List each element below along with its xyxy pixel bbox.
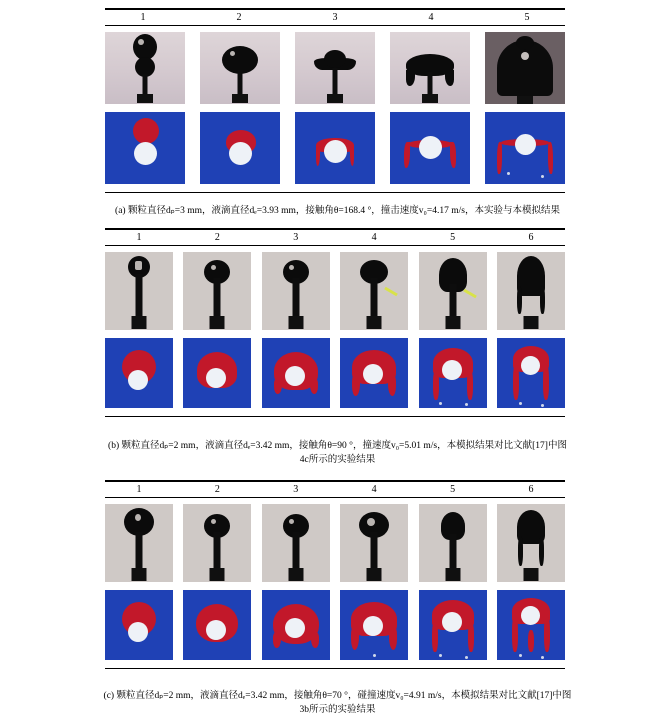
spray-droplet (465, 656, 468, 659)
panel-c-photo-row (105, 504, 565, 582)
panel-b-caption-line2: 4c所示的实验结果 (299, 454, 376, 465)
support-rod (371, 532, 378, 570)
panel-a-sub-rule (105, 25, 565, 26)
support-rod (238, 70, 243, 96)
panel-b (105, 228, 565, 417)
liquid-finger-right (467, 370, 473, 400)
panel-a-sim-row (105, 112, 565, 184)
panel-c-label-5: 5 (450, 484, 456, 495)
panel-c-sim-6 (497, 590, 565, 660)
liquid-lamella-left (316, 146, 320, 166)
rod-base (523, 316, 538, 329)
liquid-skirt-left (406, 70, 415, 86)
panel-b-sim-row (105, 338, 565, 408)
rod-base (523, 568, 538, 581)
particle (128, 370, 148, 390)
panel-a-bottom-rule (105, 192, 565, 193)
rod-base (517, 96, 533, 104)
spray-droplet (519, 654, 522, 657)
liquid-lobe-left (274, 378, 282, 394)
panel-c-sub-rule (105, 497, 565, 498)
panel-c-sim-4 (340, 590, 408, 660)
liquid-finger-left (432, 622, 438, 652)
droplet-highlight (230, 51, 235, 56)
panel-a-photo-row (105, 32, 565, 104)
support-rod (214, 278, 221, 318)
liquid-finger-right (540, 286, 545, 314)
rod-base (132, 316, 147, 329)
droplet-highlight (135, 261, 142, 270)
panel-c-sim-5 (419, 590, 487, 660)
particle (134, 142, 157, 165)
support-rod (333, 68, 338, 96)
support-rod (292, 278, 299, 318)
panel-c-photo-1 (105, 504, 173, 582)
liquid-finger-right (544, 616, 550, 652)
panel-a-label-1: 1 (140, 12, 146, 23)
panel-b-label-5: 5 (450, 232, 456, 243)
panel-a-column-labels (105, 12, 565, 23)
particle (442, 360, 462, 380)
liquid-lobe-left (351, 626, 359, 650)
support-rod (449, 284, 456, 318)
panel-a (105, 8, 565, 193)
panel-c-photo-5 (419, 504, 487, 582)
panel-c-sim-1 (105, 590, 173, 660)
particle (128, 622, 148, 642)
spray-droplet (541, 656, 544, 659)
panel-b-photo-5 (419, 252, 487, 330)
rod-base (445, 316, 460, 329)
support-rod (371, 278, 378, 318)
panel-b-bottom-rule (105, 416, 565, 417)
panel-b-photo-3 (262, 252, 330, 330)
rod-base (327, 94, 343, 103)
panel-c-column-labels (105, 484, 565, 495)
liquid-lobe-right (311, 632, 319, 648)
panel-a-sim-3 (295, 112, 375, 184)
panel-c-label-6: 6 (528, 484, 534, 495)
liquid-finger-left (518, 536, 523, 566)
liquid-lobe-right (310, 378, 318, 394)
panel-a-sim-4 (390, 112, 470, 184)
panel-b-label-3: 3 (293, 232, 299, 243)
panel-a-sim-1 (105, 112, 185, 184)
droplet-core (324, 50, 346, 68)
panel-c-photo-4 (340, 504, 408, 582)
panel-b-photo-row (105, 252, 565, 330)
particle (515, 134, 536, 155)
liquid-finger-right (539, 536, 544, 566)
panel-c-photo-3 (262, 504, 330, 582)
panel-a-photo-2 (200, 32, 280, 104)
spray-droplet (373, 654, 376, 657)
rod-base (367, 568, 382, 581)
liquid-finger-right (543, 364, 549, 400)
rod-base (367, 316, 382, 329)
panel-b-sim-1 (105, 338, 173, 408)
liquid-droplet (133, 118, 159, 144)
spray-droplet (541, 404, 544, 407)
panel-b-photo-2 (183, 252, 251, 330)
panel-c-sim-2 (183, 590, 251, 660)
annotation-arrow (384, 287, 398, 297)
particle (285, 366, 305, 386)
spray-droplet (439, 654, 442, 657)
annotation-arrow (463, 289, 477, 299)
liquid-finger-left (513, 364, 519, 400)
panel-a-label-3: 3 (332, 12, 338, 23)
droplet-highlight (289, 265, 294, 270)
panel-b-sub-rule (105, 245, 565, 246)
support-rod (214, 532, 221, 570)
rod-base (210, 316, 225, 329)
rod-base (288, 568, 303, 581)
rod-base (210, 568, 225, 581)
spray-droplet (439, 402, 442, 405)
rod-base (288, 316, 303, 329)
liquid-jet-right (548, 142, 553, 174)
panel-b-label-1: 1 (136, 232, 142, 243)
rod-base (422, 94, 438, 103)
panel-b-sim-3 (262, 338, 330, 408)
rod-base (445, 568, 460, 581)
liquid-skirt-right (445, 70, 454, 86)
spray-droplet (507, 172, 510, 175)
spray-droplet (541, 175, 544, 178)
panel-c-caption-line1: (c) 颗粒直径dₚ=2 mm，液滴直径dₑ=3.42 mm，接触角θ=70 °，碰撞速度v₀=4.91 m/s，本模拟结果对比文献[17]中图 (103, 691, 572, 701)
panel-a-photo-1 (105, 32, 185, 104)
liquid-jet-left (497, 142, 502, 174)
panel-b-photo-1 (105, 252, 173, 330)
panel-a-label-4: 4 (428, 12, 434, 23)
panel-a-sim-5 (485, 112, 565, 184)
liquid-lobe-right (389, 626, 397, 650)
particle (285, 618, 305, 638)
panel-b-label-4: 4 (371, 232, 377, 243)
panel-b-photo-6 (497, 252, 565, 330)
droplet-highlight (135, 514, 141, 521)
particle (324, 140, 347, 163)
panel-a-sim-2 (200, 112, 280, 184)
droplet-highlight (521, 52, 529, 60)
panel-c-caption-line2: 3b所示的实验结果 (299, 704, 376, 715)
support-rod (449, 534, 456, 570)
panel-a-photo-3 (295, 32, 375, 104)
panel-c-photo-6 (497, 504, 565, 582)
panel-b-sim-4 (340, 338, 408, 408)
panel-b-label-6: 6 (528, 232, 534, 243)
panel-c-label-2: 2 (214, 484, 220, 495)
liquid-lobe-left (273, 632, 281, 648)
spray-droplet (465, 403, 468, 406)
support-rod (143, 74, 148, 96)
spray-droplet (519, 402, 522, 405)
droplet-cap (516, 36, 534, 50)
liquid-lamella-right (350, 146, 354, 166)
panel-c-sim-row (105, 590, 565, 660)
particle (442, 612, 462, 632)
panel-c-label-1: 1 (136, 484, 142, 495)
rod-base (232, 94, 248, 103)
panel-c-sim-3 (262, 590, 330, 660)
panel-b-caption-line1: (b) 颗粒直径dₚ=2 mm，液滴直径dₑ=3.42 mm，接触角θ=90 °，撞速度v₀=5.01 m/s，本模拟结果对比文献[17]中图 (108, 441, 567, 451)
liquid-finger-left (517, 286, 522, 314)
droplet-highlight (289, 519, 294, 524)
droplet-highlight (138, 39, 144, 45)
rod-base (137, 94, 153, 103)
panel-c-caption (55, 690, 620, 718)
panel-a-photo-4 (390, 32, 470, 104)
liquid-finger-center (528, 630, 534, 652)
panel-a-caption: (a) 颗粒直径dₚ=3 mm，液滴直径dₑ=3.93 mm，接触角θ=168.4 °，撞击速度v₀=4.17 m/s，本实验与本模拟结果 (115, 206, 560, 216)
particle (521, 356, 540, 375)
panel-b-column-labels (105, 232, 565, 243)
panel-c-photo-2 (183, 504, 251, 582)
panel-b-sim-5 (419, 338, 487, 408)
support-rod (136, 274, 143, 318)
panel-b-sim-6 (497, 338, 565, 408)
panel-c-top-rule (105, 480, 565, 482)
liquid-finger-left (433, 370, 439, 400)
panel-a-photo-5 (485, 32, 565, 104)
support-rod (136, 532, 143, 570)
panel-b-label-2: 2 (214, 232, 220, 243)
panel-c-label-4: 4 (371, 484, 377, 495)
particle (229, 142, 252, 165)
panel-c-bottom-rule (105, 668, 565, 669)
liquid-lobe-right (388, 374, 396, 396)
liquid-finger-left (512, 616, 518, 652)
particle (419, 136, 442, 159)
panel-a-top-rule (105, 8, 565, 10)
support-rod (428, 72, 433, 96)
panel-a-label-5: 5 (524, 12, 530, 23)
panel-b-caption (55, 440, 620, 468)
particle (521, 606, 540, 625)
panel-b-sim-2 (183, 338, 251, 408)
panel-a-label-2: 2 (236, 12, 242, 23)
rod-base (132, 568, 147, 581)
panel-c-label-3: 3 (293, 484, 299, 495)
panel-b-photo-4 (340, 252, 408, 330)
panel-c (105, 480, 565, 669)
support-rod (292, 532, 299, 570)
panel-b-top-rule (105, 228, 565, 230)
liquid-finger-right (468, 622, 474, 652)
liquid-lobe-left (352, 374, 360, 396)
